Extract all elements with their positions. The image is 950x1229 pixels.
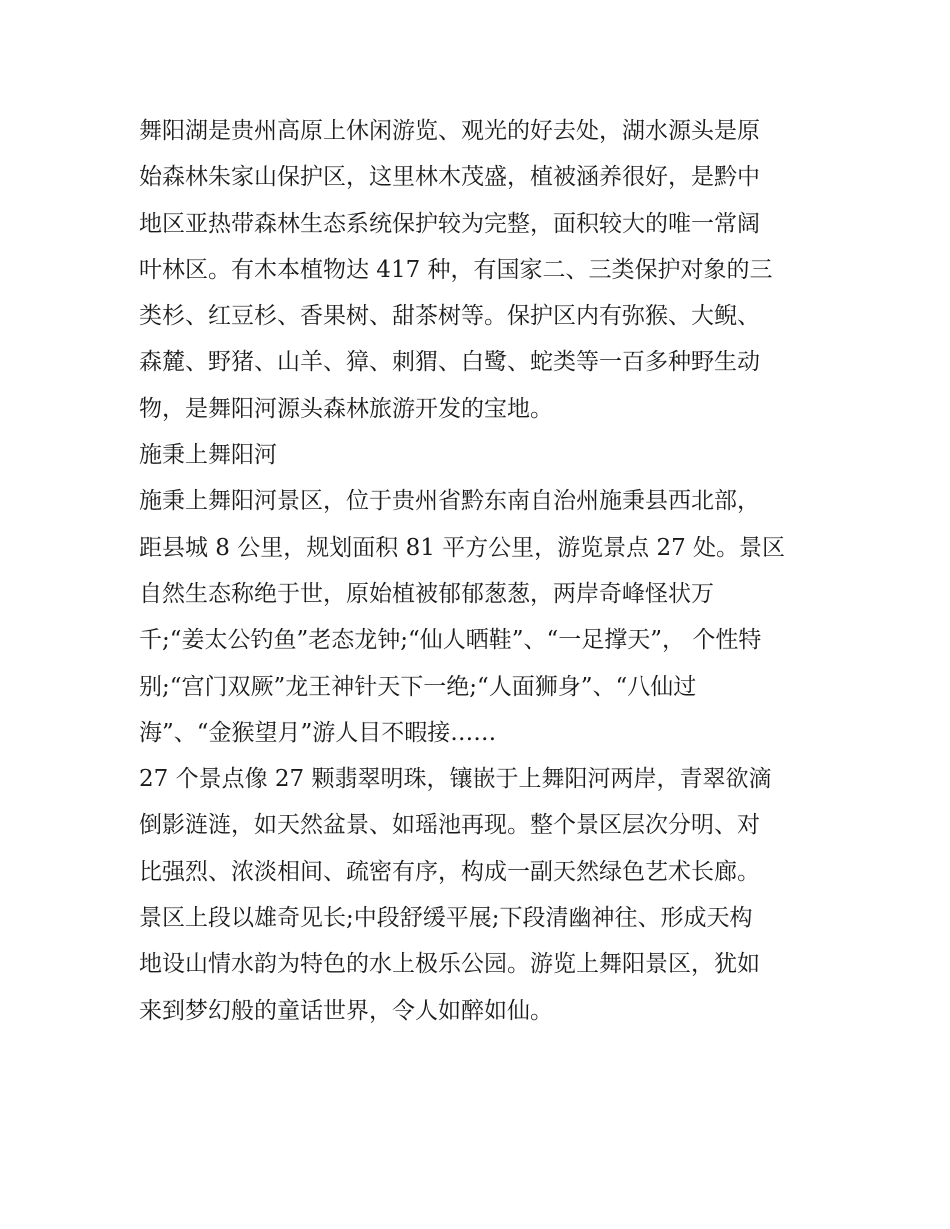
text-line: 来到梦幻般的童话世界，令人如醉如仙。 (139, 997, 553, 1024)
text-line: 类杉、红豆杉、香果树、甜茶树等。保护区内有弥猴、大鲵、 (139, 303, 760, 330)
paragraph-scenic-area (139, 478, 819, 756)
text-line: 千;“姜太公钓鱼”老态龙钟;“仙人晒鞋”、“一足撑天”， 个性特 (139, 627, 762, 654)
text-line: 物，是舞阳河源头森林旅游开发的宝地。 (139, 395, 553, 422)
text-line: 倒影涟涟，如天然盆景、如瑶池再现。整个景区层次分明、对 (139, 812, 760, 839)
text-line: 舞阳湖是贵州高原上休闲游览、观光的好去处，湖水源头是原 (139, 118, 760, 144)
paragraph-intro (139, 108, 819, 432)
text-line: 海”、“金猴望月”游人目不暇接…… (139, 719, 497, 746)
text-line: 地设山情水韵为特色的水上极乐公园。游览上舞阳景区，犹如 (139, 951, 760, 978)
text-line: 比强烈、浓淡相间、疏密有序，构成一副天然绿色艺术长廊。 (139, 858, 760, 885)
section-heading: 施秉上舞阳河 (139, 442, 277, 469)
text-line: 别;“宫门双厥”龙王神针天下一绝;“人面狮身”、“八仙过 (139, 673, 697, 700)
text-line: 地区亚热带森林生态系统保护较为完整，面积较大的唯一常阔 (139, 210, 760, 237)
text-line: 叶林区。有木本植物达 417 种，有国家二、三类保护对象的三 (139, 256, 773, 283)
text-line: 景区上段以雄奇见长;中段舒缓平展;下段清幽神往、形成天构 (139, 905, 753, 932)
text-line: 施秉上舞阳河景区，位于贵州省黔东南自治州施秉县西北部， (139, 488, 760, 515)
document-body (139, 108, 819, 1034)
text-line: 始森林朱家山保护区，这里林木茂盛，植被涵养很好，是黔中 (139, 164, 760, 191)
text-line: 自然生态称绝于世，原始植被郁郁葱葱，两岸奇峰怪状万 (139, 580, 714, 607)
text-line: 27 个景点像 27 颗翡翠明珠，镶嵌于上舞阳河两岸，青翠欲滴 (139, 766, 772, 793)
paragraph-scenic-spots (139, 756, 819, 1034)
text-line: 距县城 8 公里，规划面积 81 平方公里，游览景点 27 处。景区 (139, 534, 786, 561)
text-line: 森麓、野猪、山羊、獐、刺猬、白鹭、蛇类等一百多种野生动 (139, 349, 760, 376)
